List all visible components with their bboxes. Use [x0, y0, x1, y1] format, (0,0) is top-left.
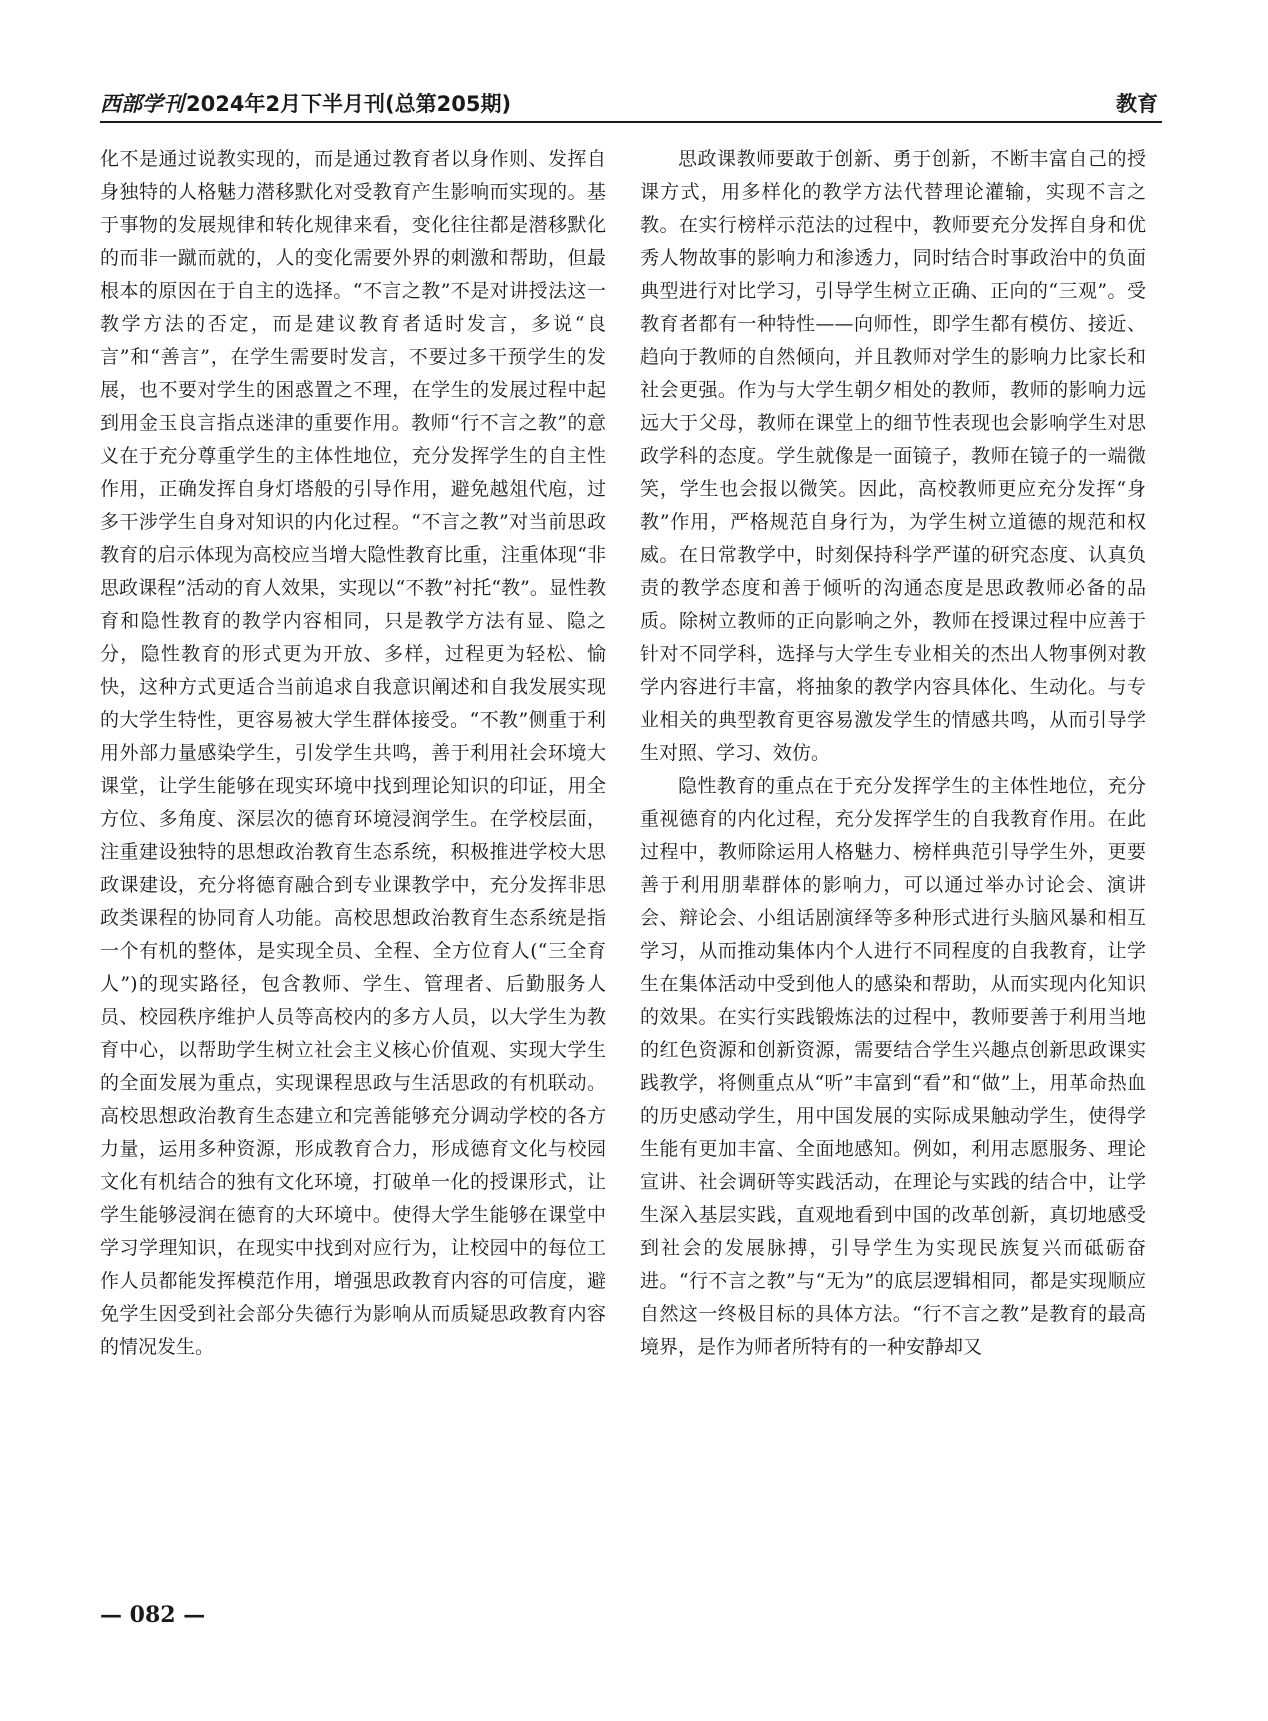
right-paragraph-1: 思政课教师要敢于创新、勇于创新，不断丰富自己的授课方式，用多样化的教学方法代替理论灌输，实现不言之教。在实行榜样示范法的过程中，教师要充分发挥自身和优秀人物故事的影响力和渗透力，同时结合时事政治中的负面典型进行对比学习，引导学生树立正确、正向的“三观”。受教育者都有一种特性——向师性，即学生都有模仿、接近、趋向于教师的自然倾向，并且教师对学生的影响力比家长和社会更强。作为与大学生朝夕相处的教师，教师的影响力远远大于父母，教师在课堂上的细节性表现也会影响学生对思政学科的态度。学生就像是一面镜子，教师在镜子的一端微笑，学生也会报以微笑。因此，高校教师更应充分发挥“身教”作用，严格规范自身行为，为学生树立道德的规范和权威。在日常教学中，时刻保持科学严谨的研究态度、认真负责的教学态度和善于倾听的沟通态度是思政教师必备的品质。除树立教师的正向影响之外，教师在授课过程中应善于针对不同学科，选择与大学生专业相关的杰出人物事例对教学内容进行丰富，将抽象的教学内容具体化、生动化。与专业相关的典型教育更容易激发学生的情感共鸣，从而引导学生对照、学习、效仿。 [640, 148, 1146, 764]
right-paragraph-2: 隐性教育的重点在于充分发挥学生的主体性地位，充分重视德育的内化过程，充分发挥学生的自我教育作用。在此过程中，教师除运用人格魅力、榜样典范引导学生外，更要善于利用朋辈群体的影响力，可以通过举办讨论会、演讲会、辩论会、小组话剧演绎等多种形式进行头脑风暴和相互学习，从而推动集体内个人进行不同程度的自我教育，让学生在集体活动中受到他人的感染和帮助，从而实现内化知识的效果。在实行实践锻炼法的过程中，教师要善于利用当地的红色资源和创新资源，需要结合学生兴趣点创新思政课实践教学，将侧重点从“听”丰富到“看”和“做”上，用革命热血的历史感动学生，用中国发展的实际成果触动学生，使得学生能有更加丰富、全面地感知。例如，利用志愿服务、理论宣讲、社会调研等实践活动，在理论与实践的结合中，让学生深入基层实践，直观地看到中国的改革创新，真切地感受到社会的发展脉搏，引导学生为实现民族复兴而砥砺奋进。“行不言之教”与“无为”的底层逻辑相同，都是实现顺应自然这一终极目标的具体方法。“行不言之教”是教育的最高境界，是作为师者所特有的一种安静却又 [640, 775, 1146, 1358]
left-paragraph-1: 化不是通过说教实现的，而是通过教育者以身作则、发挥自身独特的人格魅力潜移默化对受教育产生影响而实现的。基于事物的发展规律和转化规律来看，变化往往都是潜移默化的而非一蹴而就的，人的变化需要外界的刺激和帮助，但最根本的原因在于自主的选择。“不言之教”不是对讲授法这一教学方法的否定，而是建议教育者适时发言，多说“良言”和“善言”，在学生需要时发言，不要过多干预学生的发展，也不要对学生的困惑置之不理，在学生的发展过程中起到用金玉良言指点迷津的重要作用。教师“行不言之教”的意义在于充分尊重学生的主体性地位，充分发挥学生的自主性作用，正确发挥自身灯塔般的引导作用，避免越俎代庖，过多干涉学生自身对知识的内化过程。“不言之教”对当前思政教育的启示体现为高校应当增大隐性教育比重，注重体现“非思政课程”活动的育人效果，实现以“不教”衬托“教”。显性教育和隐性教育的教学内容相同，只是教学方法有显、隐之分，隐性教育的形式更为开放、多样，过程更为轻松、愉快，这种方式更适合当前追求自我意识阐述和自我发展实现的大学生特性，更容易被大学生群体接受。“不教”侧重于利用外部力量感染学生，引发学生共鸣，善于利用社会环境大课堂，让学生能够在现实环境中找到理论知识的印证，用全方位、多角度、深层次的德育环境浸润学生。在学校层面，注重建设独特的思想政治教育生态系统，积极推进学校大思政课建设，充分将德育融合到专业课教学中，充分发挥非思政类课程的协同育人功能。高校思想政治教育生态系统是指一个有机的整体，是实现全员、全程、全方位育人(“三全育人”)的现实路径，包含教师、学生、管理者、后勤服务人员、校园秩序维护人员等高校内的多方人员，以大学生为教育中心，以帮助学生树立社会主义核心价值观、实现大学生的全面发展为重点，实现课程思政与生活思政的有机联动。高校思想政治教育生态建立和完善能够充分调动学校的各方力量，运用多种资源，形成教育合力，形成德育文化与校园文化有机结合的独有文化环境，打破单一化的授课形式，让学生能够浸润在德育的大环境中。使得大学生能够在课堂中学习学理知识，在现实中找到对应行为，让校园中的每位工作人员都能发挥模范作用，增强思政教育内容的可信度，避免学生因受到社会部分失德行为影响从而质疑思政教育内容的情况发生。 [100, 148, 606, 1358]
page-header [100, 84, 1170, 124]
section-label: 教育 [1116, 92, 1158, 116]
journal-logo: 西部学刊 [100, 91, 184, 116]
left-column [100, 143, 606, 1364]
journal-issue: 2024年2月下半月刊(总第205期) [186, 92, 512, 116]
journal-title [100, 88, 511, 118]
header-rule [100, 121, 1162, 123]
right-column [640, 143, 1146, 1364]
page-number: — 082 — [100, 1602, 206, 1628]
